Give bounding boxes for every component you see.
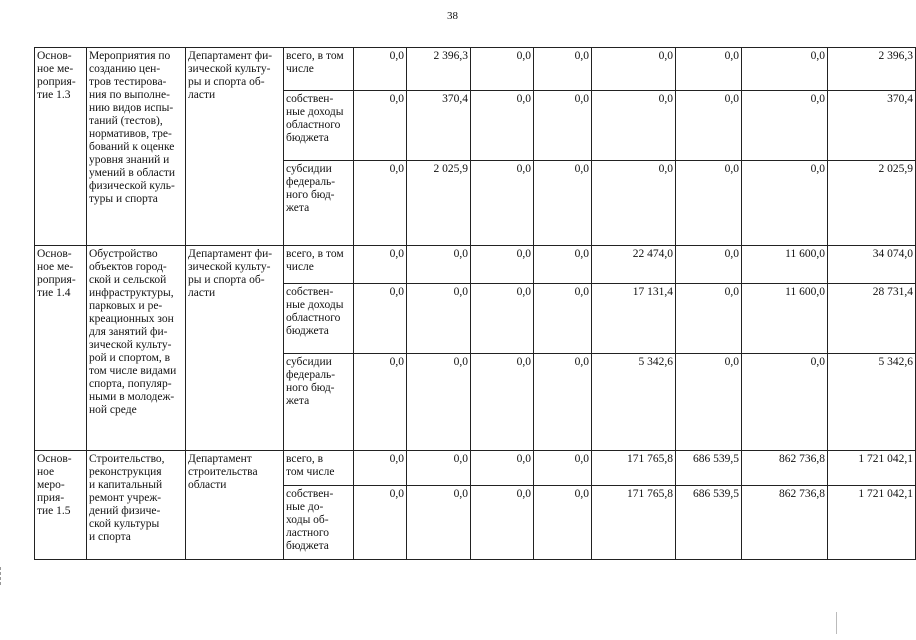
- amount-cell: 686 539,5: [676, 451, 742, 486]
- funding-source-cell: собствен- ные доходы областного бюджета: [284, 91, 354, 161]
- budget-table: [34, 47, 916, 560]
- amount-cell: 0,0: [354, 451, 407, 486]
- amount-cell: 0,0: [407, 451, 471, 486]
- amount-cell: 1 721 042,1: [828, 451, 916, 486]
- amount-cell: 0,0: [471, 246, 534, 284]
- amount-cell: 0,0: [354, 48, 407, 91]
- measure-name-cell: Строительство, реконструкция и капитальный ремонт учреж- дений физиче- ской культуры и спорта: [87, 451, 186, 560]
- margin-mark: [836, 612, 839, 634]
- amount-cell: 0,0: [471, 486, 534, 560]
- amount-cell: 11 600,0: [742, 284, 828, 354]
- page-number: 38: [447, 10, 458, 22]
- table-row: [35, 451, 916, 486]
- amount-cell: 0,0: [534, 246, 592, 284]
- amount-cell: 1 721 042,1: [828, 486, 916, 560]
- executor-cell: Департамент строительства области: [186, 451, 284, 560]
- measure-name-cell: Обустройство объектов город- ской и сельской инфраструктуры, парковых и ре- креационных зон для занятий фи- зической культу- рой и спортом, в том числе видами спорта, популяр- ными в молодеж- ной среде: [87, 246, 186, 451]
- amount-cell: 5 342,6: [592, 354, 676, 451]
- measure-id-cell: Основ- ное меро- прия- тие 1.5: [35, 451, 87, 560]
- funding-source-cell: всего, в том числе: [284, 246, 354, 284]
- amount-cell: 171 765,8: [592, 451, 676, 486]
- margin-mark: [0, 567, 3, 585]
- amount-cell: 0,0: [534, 451, 592, 486]
- amount-cell: 2 025,9: [828, 161, 916, 246]
- executor-cell: Департамент фи- зической культу- ры и спорта об- ласти: [186, 246, 284, 451]
- amount-cell: 0,0: [407, 246, 471, 284]
- amount-cell: 5 342,6: [828, 354, 916, 451]
- measure-id-cell: Основ- ное ме- роприя- тие 1.3: [35, 48, 87, 246]
- amount-cell: 0,0: [471, 48, 534, 91]
- amount-cell: 862 736,8: [742, 451, 828, 486]
- amount-cell: 862 736,8: [742, 486, 828, 560]
- amount-cell: 370,4: [407, 91, 471, 161]
- funding-source-cell: всего, в том числе: [284, 48, 354, 91]
- amount-cell: 2 396,3: [407, 48, 471, 91]
- amount-cell: 0,0: [354, 161, 407, 246]
- amount-cell: 0,0: [407, 284, 471, 354]
- amount-cell: 0,0: [471, 91, 534, 161]
- measure-name-cell: Мероприятия по созданию цен- тров тестирова- ния по выполне- нию видов испы- таний (тестов), нормативов, тре- бований к оценке уровня знаний и умений в области физической куль- туры и спорта: [87, 48, 186, 246]
- amount-cell: 0,0: [676, 161, 742, 246]
- amount-cell: 0,0: [592, 91, 676, 161]
- funding-source-cell: субсидии федераль- ного бюд- жета: [284, 161, 354, 246]
- amount-cell: 0,0: [354, 91, 407, 161]
- amount-cell: 0,0: [407, 354, 471, 451]
- amount-cell: 0,0: [534, 161, 592, 246]
- amount-cell: 0,0: [534, 48, 592, 91]
- amount-cell: 0,0: [742, 48, 828, 91]
- amount-cell: 0,0: [471, 451, 534, 486]
- amount-cell: 0,0: [471, 284, 534, 354]
- table-row: [35, 48, 916, 91]
- amount-cell: 0,0: [742, 91, 828, 161]
- executor-cell: Департамент фи- зической культу- ры и спорта об- ласти: [186, 48, 284, 246]
- amount-cell: 0,0: [676, 48, 742, 91]
- amount-cell: 0,0: [354, 284, 407, 354]
- amount-cell: 0,0: [676, 246, 742, 284]
- amount-cell: 2 025,9: [407, 161, 471, 246]
- amount-cell: 0,0: [471, 161, 534, 246]
- amount-cell: 0,0: [592, 48, 676, 91]
- amount-cell: 11 600,0: [742, 246, 828, 284]
- table-row: [35, 246, 916, 284]
- amount-cell: 0,0: [676, 91, 742, 161]
- funding-source-cell: субсидии федераль- ного бюд- жета: [284, 354, 354, 451]
- amount-cell: 0,0: [534, 91, 592, 161]
- amount-cell: 0,0: [407, 486, 471, 560]
- funding-source-cell: собствен- ные до- ходы об- ластного бюджета: [284, 486, 354, 560]
- amount-cell: 171 765,8: [592, 486, 676, 560]
- amount-cell: 0,0: [354, 354, 407, 451]
- amount-cell: 0,0: [534, 354, 592, 451]
- funding-source-cell: собствен- ные доходы областного бюджета: [284, 284, 354, 354]
- amount-cell: 2 396,3: [828, 48, 916, 91]
- amount-cell: 0,0: [471, 354, 534, 451]
- amount-cell: 0,0: [354, 486, 407, 560]
- amount-cell: 0,0: [742, 161, 828, 246]
- amount-cell: 34 074,0: [828, 246, 916, 284]
- amount-cell: 686 539,5: [676, 486, 742, 560]
- amount-cell: 0,0: [534, 284, 592, 354]
- amount-cell: 22 474,0: [592, 246, 676, 284]
- amount-cell: 0,0: [676, 284, 742, 354]
- amount-cell: 17 131,4: [592, 284, 676, 354]
- amount-cell: 0,0: [592, 161, 676, 246]
- amount-cell: 370,4: [828, 91, 916, 161]
- measure-id-cell: Основ- ное ме- роприя- тие 1.4: [35, 246, 87, 451]
- amount-cell: 0,0: [676, 354, 742, 451]
- amount-cell: 0,0: [534, 486, 592, 560]
- funding-source-cell: всего, в том числе: [284, 451, 354, 486]
- amount-cell: 0,0: [354, 246, 407, 284]
- amount-cell: 0,0: [742, 354, 828, 451]
- amount-cell: 28 731,4: [828, 284, 916, 354]
